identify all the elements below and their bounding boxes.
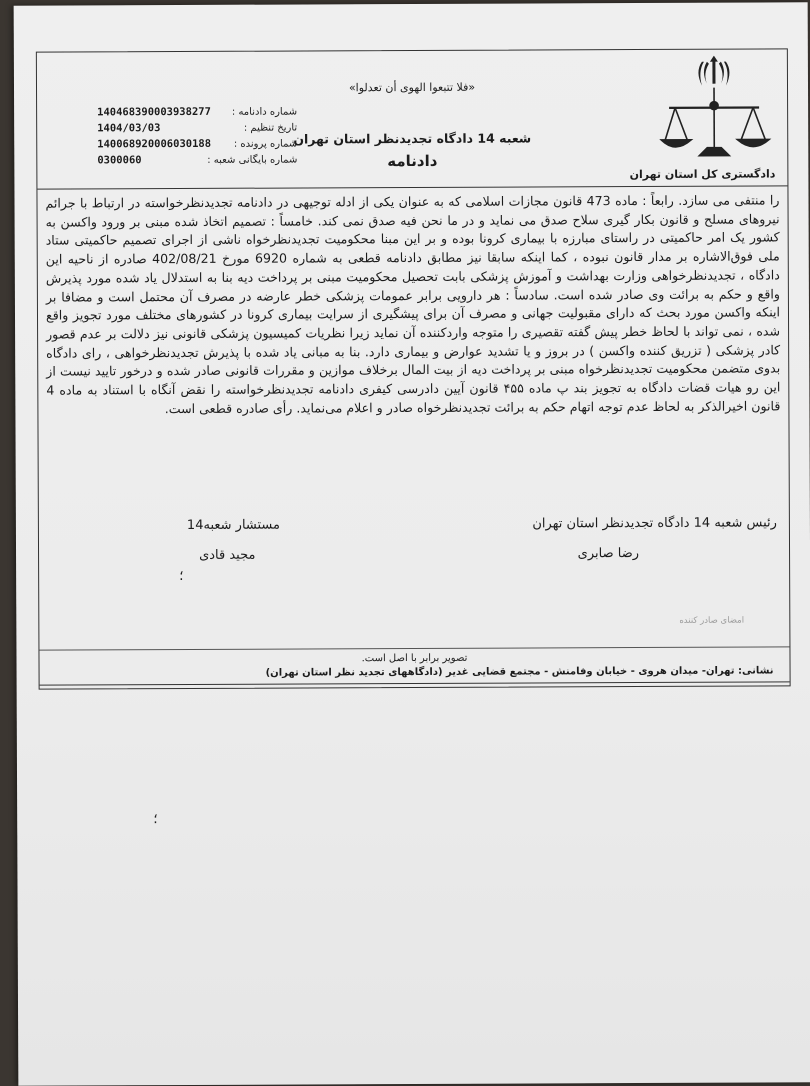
- meta-value: 140068920006030188: [97, 138, 211, 150]
- meta-label: شماره بایگانی شعبه :: [207, 154, 297, 165]
- counselor-name: مجید قادی: [199, 548, 255, 563]
- header-verse: «فلا تتبعوا الهوى أن تعدلوا»: [37, 79, 787, 95]
- meta-value: 140468390003938277: [97, 106, 211, 118]
- document-page: [14, 2, 810, 1085]
- footer-bottom-divider: [40, 681, 790, 685]
- presiding-judge-title: رئیس شعبه 14 دادگاه تجدیدنظر استان تهران: [532, 515, 777, 531]
- court-address: نشانی: تهران- میدان هروی - خیابان وفامنش - مجتمع قضایی غدیر (دادگاههای تجدید نظر استان تهران): [266, 665, 774, 678]
- document-title: دادنامه: [37, 150, 787, 171]
- judiciary-emblem-icon: [655, 55, 773, 164]
- header-divider: [37, 185, 787, 189]
- ink-mark: ؛: [179, 568, 184, 584]
- counselor-title: مستشار شعبه14: [187, 518, 280, 533]
- presiding-judge-name: رضا صابری: [578, 546, 639, 561]
- verdict-body: [45, 191, 780, 419]
- meta-row: [97, 120, 297, 137]
- ink-mark: ؛: [153, 811, 158, 827]
- certified-copy-note: تصویر برابر با اصل است.: [39, 651, 789, 665]
- footer-divider: [39, 646, 789, 650]
- meta-label: شماره دادنامه :: [232, 106, 297, 117]
- meta-row: [97, 152, 297, 169]
- meta-label: شماره پرونده :: [234, 138, 297, 149]
- court-branch: شعبه 14 دادگاه تجدیدنظر استان تهران: [37, 129, 787, 147]
- document-frame: [36, 48, 791, 689]
- document-metadata: [97, 104, 297, 169]
- meta-row: [97, 136, 297, 153]
- verdict-paragraph: را منتفی می سازد. رابعاً : ماده 473 قانون مجازات اسلامی که به عنوان یکی از ادله توجیهی در دادنامه تجدیدنظرخواسته در ارتباط با جرائم نیروهای مسلح و قانون بکار گیری سلاح صدق می نماید و در ما نحن فیه صدق نمی کند. خامساً : تصمیم اتخاذ شده مبنی بر ورود واکسن به کشور یک امر حاکمیتی در راستای مبارزه با بیماری کرونا بوده و بر این مبنا محکومیت تجدیدنظرخواه ناشی از اجرای تصمیم حاکمیتی ستاد ملی فوق‌الاشاره بر مدار قانون نبوده ، کما اینکه سابقا نیز مطابق دادنامه قطعی به شماره 6920 مورخ 402/08/21 صادره از ناحیه این دادگاه ، تجدیدنظرخواهی وزارت بهداشت و آموزش پزشکی بابت تحصیل محکومیت مبنی بر پرداخت دیه بنا به استدلال یاد شده مورد پذیرش واقع و حکم به برائت وی صادر شده است. سادساً : هر دارویی برابر عمومات پزشکی خطر عارضه در مصرف آن محتمل است و مضافا بر اینکه واکسن مورد بحث که دارای مقبولیت جهانی و مصرف آن برای پیشگیری از سرایت بیماری کرونا در کشورهای مختلف مورد تجویز واقع شده ، نمی تواند با لحاظ خطر پیش گفته تقصیری را متوجه واردکننده آن نماید زیرا نظریات کمیسیون پزشکی قانونی نیز دلالت بر عدم قصور کادر پزشکی ( تزریق کننده واکسن ) در بروز و یا تشدید عوارض و بیماری دارد. بنا به مبانی یاد شده با پذیرش تجدیدنظرخواهی ، رای دادگاه بدوی متضمن محکومیت تجدیدنظرخواه مبنی بر پرداخت دیه از بیت المال برخلاف موازین و مقررات قانونی صادر شده و درخور تایید نیست از این رو هیات قضات دادگاه به تجویز بند پ ماده ۴۵۵ قانون آیین دادرسی کیفری دادنامه تجدیدنظرخواسته را نقض آنگاه با استناد به ماده 4 قانون اخیرالذکر به لحاظ عدم توجه اتهام حکم به برائت تجدیدنظرخواه صادر و اعلام می‌نماید. رأی صادره قطعی است.: [45, 191, 780, 419]
- signature-stamp-label: امضای صادر کننده: [679, 616, 744, 626]
- meta-label: تاریخ تنظیم :: [244, 122, 297, 133]
- meta-row: [97, 104, 297, 121]
- organization-name: دادگستری کل استان تهران: [630, 167, 776, 181]
- meta-value: 0300060: [97, 154, 141, 166]
- meta-value: 1404/03/03: [97, 122, 160, 134]
